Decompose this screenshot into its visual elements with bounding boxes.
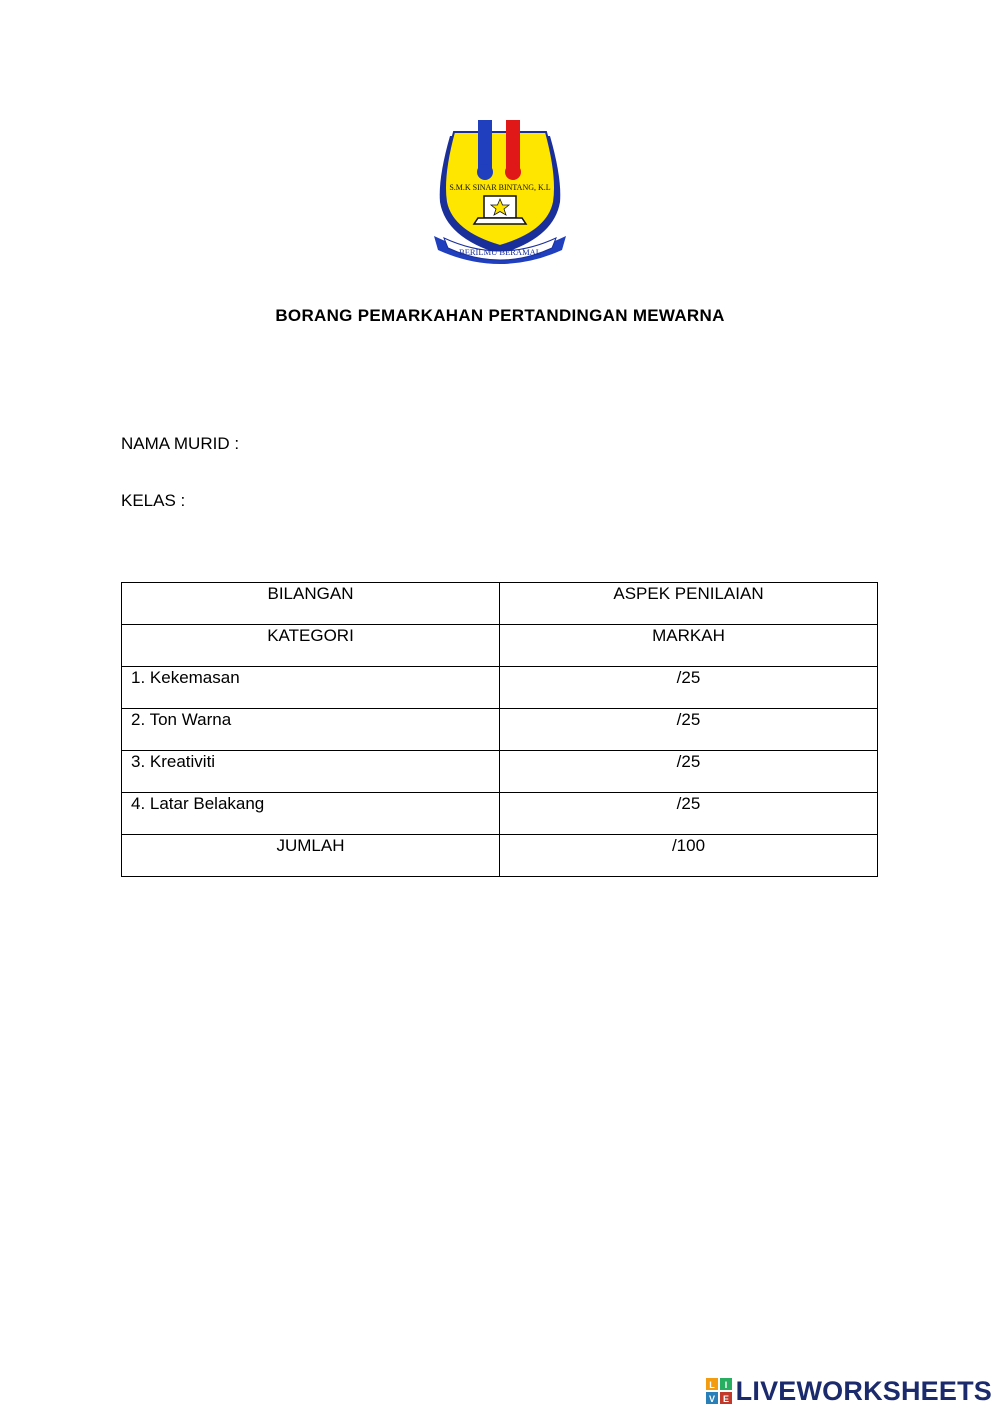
crest-school-name: S.M.K SINAR BINTANG, K.L [449,183,551,192]
table-row [122,667,878,709]
table-cell-mark: /25 [500,793,878,835]
svg-text:V: V [708,1394,715,1404]
table-cell-category: KATEGORI [122,625,500,667]
score-table [121,582,878,877]
school-crest-logo [432,118,568,264]
svg-text:I: I [724,1380,727,1390]
svg-text:E: E [722,1394,729,1404]
page-title: BORANG PEMARKAHAN PERTANDINGAN MEWARNA [275,306,725,325]
table-row [122,583,878,625]
table-cell-mark: /25 [500,667,878,709]
table-row [122,835,878,877]
table-row [122,709,878,751]
table-row [122,793,878,835]
table-row [122,751,878,793]
class-label: KELAS : [121,491,186,510]
table-cell-mark: /100 [500,835,878,877]
table-cell-category: BILANGAN [122,583,500,625]
table-cell-mark: /25 [500,751,878,793]
liveworksheets-logo-icon [706,1378,732,1404]
table-cell-category: JUMLAH [122,835,500,877]
table-cell-category: 3. Kreativiti [122,751,500,793]
student-name-label: NAMA MURID : [121,434,240,453]
table-cell-mark: MARKAH [500,625,878,667]
table-cell-mark: ASPEK PENILAIAN [500,583,878,625]
liveworksheets-brand [706,1375,992,1407]
table-cell-category: 2. Ton Warna [122,709,500,751]
table-cell-category: 4. Latar Belakang [122,793,500,835]
crest-motto: BERILMU BERAMAL [459,247,541,257]
svg-text:L: L [708,1380,715,1390]
table-cell-category: 1. Kekemasan [122,667,500,709]
liveworksheets-wordmark: LIVEWORKSHEETS [735,1375,992,1406]
table-row [122,625,878,667]
table-cell-mark: /25 [500,709,878,751]
